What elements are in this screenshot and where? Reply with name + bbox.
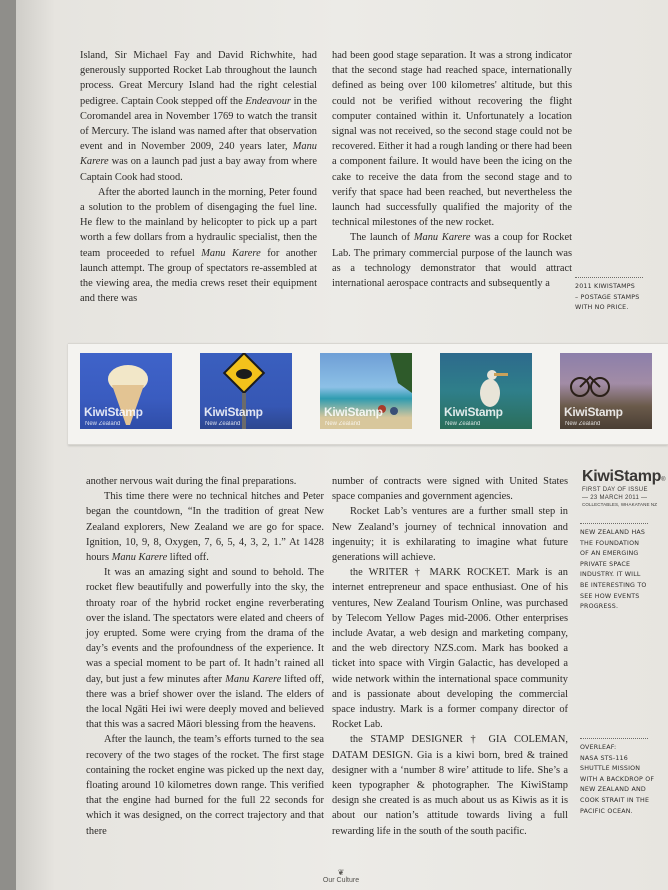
paragraph: had been good stage separation. It was a strong indicator that the second stage had reached space, internationally defined as being over 100 kilometres' altitude, but this could not be verified without recovering the flight computer contained within it. Unfortunately a location signal was not received, so the second stage could not be recovered. Either it had a rough landing or there had been a component failure. It would have been the icing on the cake to receive the data from the second stage and to verify that space had been reached, but nevertheless the launch had successfully qualified the majority of the technical milestones of the new rocket. <box>332 50 572 229</box>
logo-wordmark <box>582 468 666 486</box>
sidenote-top <box>575 277 643 314</box>
dotted-rule <box>580 738 648 739</box>
sidenote-line: NEW ZEALAND HAS <box>580 529 646 536</box>
rocket-name: Manu Karere <box>413 232 471 244</box>
paragraph: number of contracts were signed with United States space companies and government agencies. <box>332 476 568 503</box>
designer-bio: the STAMP DESIGNER † GIA COLEMAN, DATAM DESIGN. Gia is a kiwi born, bred & trained designer with a ‘number 8 wire’ attitude to life. She’s a keen typographer & photographer. The KiwiStamp design she created is as much about us as Kiwis as it is about our nation’s attitude towards living a full rewarding life in the south of the south pacific. <box>332 734 568 837</box>
stamp-country: New Zealand <box>565 421 601 427</box>
rocket-name: Manu Karere <box>201 247 261 259</box>
sidenote-line: NEW ZEALAND AND <box>580 786 646 794</box>
stamp-country: New Zealand <box>205 421 241 427</box>
sidenote-line: PROGRESS. <box>580 603 619 611</box>
paragraph <box>332 230 572 291</box>
stamp-brand: KiwiStamp <box>324 405 383 419</box>
text-span: It was an amazing sight and sound to behold. The rocket flew beautifully and powerfully into the sky, the throaty roar of the hybrid rocket engine reverberating over the island. The spectators were elated and cheers of joy erupted. Some were crying from the drama of the day’s events and the profoundness of the experience. It was a special moment to be part of. It hadn’t rained all day, but just a few minutes after <box>86 567 324 685</box>
stamp-pelican <box>440 353 532 429</box>
text-span: Island, Sir Michael Fay and David Richwhite, had generously supported Rocket Lab throughout the launch process. Great Mercury Island had the right celestial pedigree. Captain Cook stepped off the <box>80 50 317 107</box>
logo-line: — 23 MARCH 2011 — <box>582 495 648 501</box>
sidenote-line: 2011 KIWISTAMPS <box>575 283 635 290</box>
ship-name: Endeavour <box>245 95 291 107</box>
text-span: for another launch attempt. The group of spectators re-assembled at the viewing area, the media crews reset their equipment and there was <box>80 247 317 305</box>
text-span: was on a launch pad just a bay away from where Captain Cook had stood. <box>80 156 317 183</box>
stamp-mountain-bike <box>560 353 652 429</box>
stamp-kiwi-sign <box>200 353 292 429</box>
logo-brand: KiwiStamp <box>582 468 662 485</box>
logo-tm: ® <box>661 477 666 483</box>
sidenote-line: PACIFIC OCEAN. <box>580 807 633 815</box>
paragraph <box>86 489 324 565</box>
text-column-4 <box>332 474 568 839</box>
rocket-name: Manu Karere <box>80 141 317 168</box>
text-span: in the Coromandel area in November 1769 to watch the transit of Mercury. The island was named after that observation event and in November 2009, 240 years later, <box>80 95 317 153</box>
kiwistamp-logo <box>582 468 666 507</box>
sidenote-line: SEE HOW EVENTS <box>580 592 640 600</box>
text-span: The launch of <box>350 232 414 244</box>
text-span: lifted off. <box>167 552 209 564</box>
stamp-ice-cream <box>80 353 172 429</box>
sidenote-line: OVERLEAF: <box>580 744 617 751</box>
dotted-rule <box>575 277 643 278</box>
paragraph <box>86 565 324 732</box>
logo-line: COLLECTABLES, WHAKATANE NZ <box>582 502 658 507</box>
rocket-name: Manu Karere <box>225 673 282 685</box>
writer-bio: the WRITER † MARK ROCKET. Mark is an internet entrepreneur and space enthusiast. One of his ventures, New Zealand Tourism Online, was purchased by Telecom Yellow Pages mid-2006. Other enterprises include Avatar, a web design and marketing company, and the web directory NZS.com. Mark has booked a ticket into space with Virgin Galactic, has developed a wide network within the international space community and is passionate about developing the commercial space industry. Mark is a former company director of Rocket Lab. <box>332 567 568 731</box>
stamp-country: New Zealand <box>85 421 121 427</box>
rocket-name: Manu Karere <box>111 552 168 564</box>
sidenote-line: COOK STRAIT IN THE <box>580 796 650 804</box>
stamp-strip <box>68 343 668 445</box>
text-column-3 <box>86 474 324 839</box>
footer-text: Our Culture <box>322 877 360 884</box>
sidenote-line: BE INTERESTING TO <box>580 581 647 589</box>
text-span: This time there were no technical hitches and Peter began the countdown, “In the tradition of great New Zealand explorers, New Zealand we are go for space. Ignition, 10, 9, 8, Oxygen, 7, 6, 5, 4, 3, 2, 1.” At 1428 hours <box>86 491 324 564</box>
magazine-page <box>16 0 668 890</box>
sidenote-line: SHUTTLE MISSION <box>580 765 641 773</box>
paragraph: After the launch, the team’s efforts turned to the sea recovery of the two stages of the rocket. The first stage containing the rocket engine was picked up the next day, floating around 10 kilometres down range. This verified that the engine had burned for the full 22 seconds for which it was designed, on the correct trajectory and that there <box>86 734 324 837</box>
paragraph <box>80 48 317 185</box>
sidenote-bottom <box>580 738 654 817</box>
text-span: lifted off, there was a brief shower over the island. The elders of the local Ngāti Hei iwi were deeply moved and believed that this was a sacred Māori blessing from the heavens. <box>86 673 324 731</box>
stamp-country: New Zealand <box>325 421 361 427</box>
stamp-brand: KiwiStamp <box>84 405 143 419</box>
sidenote-line: NASA STS-116 <box>580 754 628 762</box>
text-column-2 <box>332 48 572 291</box>
text-span: was a coup for Rocket Lab. The primary commercial purpose of the launch was as a technology demonstrator that would attract international aerospace contracts and subsequently a <box>332 232 572 290</box>
paragraph <box>80 185 317 307</box>
fern-icon: ❦ <box>337 868 345 877</box>
page-footer <box>316 868 366 884</box>
stamp-brand: KiwiStamp <box>444 405 503 419</box>
sidenote-line: PRIVATE SPACE <box>580 560 631 568</box>
sidenote-line: – POSTAGE STAMPS <box>575 293 640 301</box>
sidenote-line: OF AN EMERGING <box>580 550 639 558</box>
sidenote-line: INDUSTRY. IT WILL <box>580 571 641 579</box>
stamp-country: New Zealand <box>445 421 481 427</box>
stamp-brand: KiwiStamp <box>564 405 623 419</box>
paragraph: Rocket Lab’s ventures are a further small step in New Zealand’s journey of technical innovation and ingenuity; it is exhilarating to imagine what future generations will achieve. <box>332 506 568 564</box>
sidenote-line: WITH A BACKDROP OF <box>580 775 655 783</box>
text-span: After the aborted launch in the morning, Peter found a solution to the problem of disengaging the fuel line. He flew to the mainland by helicopter to pick up a part worth a few dollars from a hydraulic specialist, then the team proceeded to refuel <box>80 186 317 259</box>
text-column-1 <box>80 48 317 306</box>
paragraph: another nervous wait during the final preparations. <box>86 476 297 487</box>
sidenote-line: WITH NO PRICE. <box>575 304 629 312</box>
logo-line: FIRST DAY OF ISSUE <box>582 487 648 493</box>
stamp-beach <box>320 353 412 429</box>
stamp-brand: KiwiStamp <box>204 405 263 419</box>
sidenote-mid <box>580 523 648 613</box>
sidenote-line: THE FOUNDATION <box>580 539 640 547</box>
dotted-rule <box>580 523 648 524</box>
